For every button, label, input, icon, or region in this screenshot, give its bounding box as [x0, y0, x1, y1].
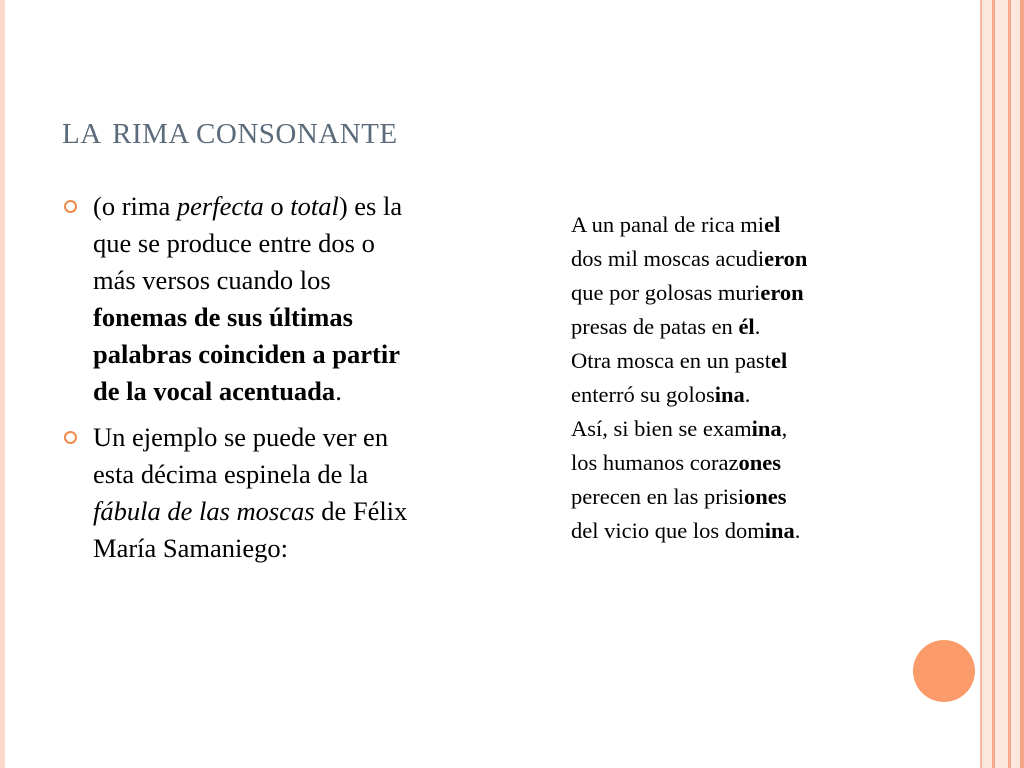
- title-rima-consonante: RIMA CONSONANTE: [112, 118, 398, 150]
- poem-line-rhyme: él: [738, 314, 755, 339]
- poem-line: [571, 412, 807, 446]
- poem-line: [571, 378, 807, 412]
- bullet1-highlight: fonemas de sus últimas palabras coinciden a partir de la vocal acentuada: [93, 302, 400, 406]
- bullet2-text-a: Un ejemplo se puede ver en esta décima espinela de la: [93, 422, 389, 489]
- poem-line-text: dos mil moscas acudi: [571, 246, 765, 271]
- bullet1-text-b: o: [263, 191, 291, 221]
- bullet2-text-b: de Félix María Samaniego:: [93, 496, 408, 563]
- poem-line-rhyme: eron: [760, 280, 804, 305]
- poem-line-rhyme: el: [764, 212, 781, 237]
- bullet1-italic-total: total: [290, 191, 339, 221]
- bullet-example: [62, 419, 422, 567]
- poem-line-text: presas de patas en: [571, 314, 739, 339]
- bullet2-italic-fabula: fábula de las moscas: [93, 496, 315, 526]
- bullet1-text-c: ) es la que se produce entre dos o más versos cuando los: [93, 191, 403, 295]
- poem-line-text: del vicio que los dom: [571, 518, 765, 543]
- poem-line-text: A un panal de rica mi: [571, 212, 765, 237]
- poem-line-rhyme: ones: [738, 450, 781, 475]
- poem-line-text: perecen en las prisi: [571, 484, 745, 509]
- poem-line-punct: ,: [781, 416, 788, 441]
- poem-line-text: los humanos coraz: [571, 450, 739, 475]
- poem-line: [571, 208, 807, 242]
- left-border-decoration: [0, 0, 5, 768]
- poem-line-text: Así, si bien se exam: [571, 416, 752, 441]
- poem-line-text: que por golosas muri: [571, 280, 761, 305]
- poem-line-punct: .: [744, 382, 751, 407]
- right-border-decoration: [978, 0, 1024, 768]
- poem-line: [571, 344, 807, 378]
- poem-line-text: enterró su golos: [571, 382, 715, 407]
- title-word-la: LA: [62, 118, 102, 150]
- orange-circle-decoration: [913, 640, 975, 702]
- bullet1-text-a: (o rima: [93, 191, 177, 221]
- poem-line-rhyme: ina: [751, 416, 782, 441]
- bullet-list: [62, 188, 422, 576]
- poem-line: [571, 242, 807, 276]
- poem-line-rhyme: ina: [764, 518, 795, 543]
- poem-line: [571, 310, 807, 344]
- poem-line-punct: .: [754, 314, 761, 339]
- poem-line-rhyme: eron: [764, 246, 808, 271]
- poem-line-rhyme: ones: [744, 484, 787, 509]
- bullet1-text-d: .: [335, 376, 342, 406]
- poem-line: [571, 276, 807, 310]
- poem-line: [571, 446, 807, 480]
- poem-line-rhyme: ina: [714, 382, 745, 407]
- bullet-circle-icon: [64, 200, 77, 213]
- bullet-circle-icon: [64, 431, 77, 444]
- poem-line-text: Otra mosca en un past: [571, 348, 771, 373]
- poem-line: [571, 480, 807, 514]
- slide-title: [62, 106, 398, 153]
- bullet-definition: [62, 188, 422, 410]
- poem-decima: [571, 208, 807, 548]
- bullet1-italic-perfecta: perfecta: [176, 191, 264, 221]
- poem-line-rhyme: el: [770, 348, 788, 373]
- poem-line: [571, 514, 807, 548]
- poem-line-punct: .: [794, 518, 801, 543]
